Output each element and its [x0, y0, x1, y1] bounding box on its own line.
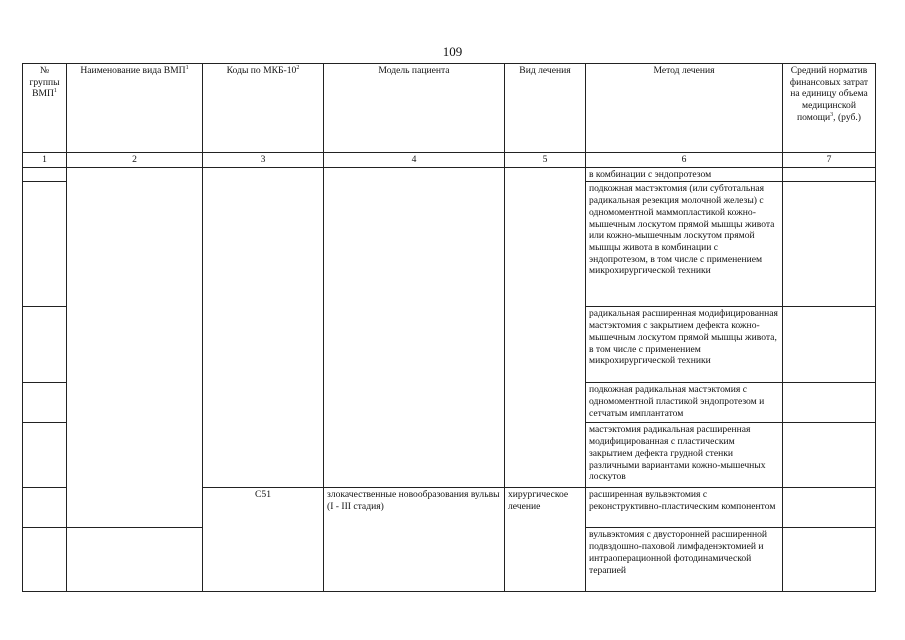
- cell-cost: [783, 383, 876, 423]
- column-number: 2: [67, 153, 203, 168]
- cell-cost: [783, 528, 876, 592]
- cell-patient-model: [324, 167, 505, 488]
- cell-group: [23, 182, 67, 307]
- column-number: 1: [23, 153, 67, 168]
- cell-cost: [783, 423, 876, 488]
- header-treatment-method: Метод лечения: [586, 64, 783, 153]
- cell-cost: [783, 307, 876, 383]
- cell-method: расширенная вульвэктомия с реконструктивно-пластическим компонентом: [586, 488, 783, 528]
- cell-cost: [783, 167, 876, 182]
- column-number: 3: [203, 153, 324, 168]
- header-group-number: № группы ВМП$^1$: [23, 64, 67, 153]
- vmp-table: [22, 63, 876, 592]
- cell-method: подкожная радикальная мастэктомия с одномоментной пластикой эндопротезом и сетчатым имплантатом: [586, 383, 783, 423]
- page-number: 109: [442, 44, 463, 59]
- cell-method: в комбинации с эндопротезом: [586, 167, 783, 182]
- cell-group: [23, 167, 67, 182]
- cell-vmp-name: [67, 167, 203, 528]
- table-header-row: [23, 64, 876, 153]
- cell-patient-model: злокачественные новообразования вульвы (I - III стадия): [324, 488, 505, 592]
- cell-cost: [783, 488, 876, 528]
- column-number: 7: [783, 153, 876, 168]
- header-patient-model: Модель пациента: [324, 64, 505, 153]
- column-number: 6: [586, 153, 783, 168]
- cell-group: [23, 488, 67, 528]
- column-number-row: [23, 153, 876, 168]
- header-icd-codes: Коды по МКБ-$10^2$: [203, 64, 324, 153]
- cell-cost: [783, 182, 876, 307]
- cell-vmp-name: [67, 528, 203, 592]
- cell-icd-code: [203, 167, 324, 488]
- header-treatment-type: Вид лечения: [505, 64, 586, 153]
- cell-treatment-type: хирургическое лечение: [505, 488, 586, 592]
- cell-icd-code: C51: [203, 488, 324, 592]
- column-number: 4: [324, 153, 505, 168]
- cell-group: [23, 423, 67, 488]
- cell-method: подкожная мастэктомия (или субтотальная радикальная резекция молочной железы) с одномоментной маммопластикой кожно-мышечным лоскутом прямой мышцы живота или кожно-мышечным лоскутом прямой мышцы живота в комбинации с эндопротезом, в том числе с применением микрохирургической техники: [586, 182, 783, 307]
- cell-treatment-type: [505, 167, 586, 488]
- cell-group: [23, 307, 67, 383]
- header-vmp-name: Наименование вида ВМП$^1$: [67, 64, 203, 153]
- cell-method: радикальная расширенная модифицированная мастэктомия с закрытием дефекта кожно-мышечным лоскутом прямой мышцы живота, в том числе с применением микрохирургической техники: [586, 307, 783, 383]
- cell-method: вульвэктомия с двусторонней расширенной подвздошно-паховой лимфаденэктомией и интраоперационной фотодинамической терапией: [586, 528, 783, 592]
- table-row: [23, 167, 876, 182]
- cell-group: [23, 383, 67, 423]
- header-cost-norm: Средний норматив финансовых затрат на единицу объема медицинской помощи$^3$, (руб.): [783, 64, 876, 153]
- cell-group: [23, 528, 67, 592]
- column-number: 5: [505, 153, 586, 168]
- cell-method: мастэктомия радикальная расширенная модифицированная с пластическим закрытием дефекта грудной стенки различными вариантами кожно-мышечных лоскутов: [586, 423, 783, 488]
